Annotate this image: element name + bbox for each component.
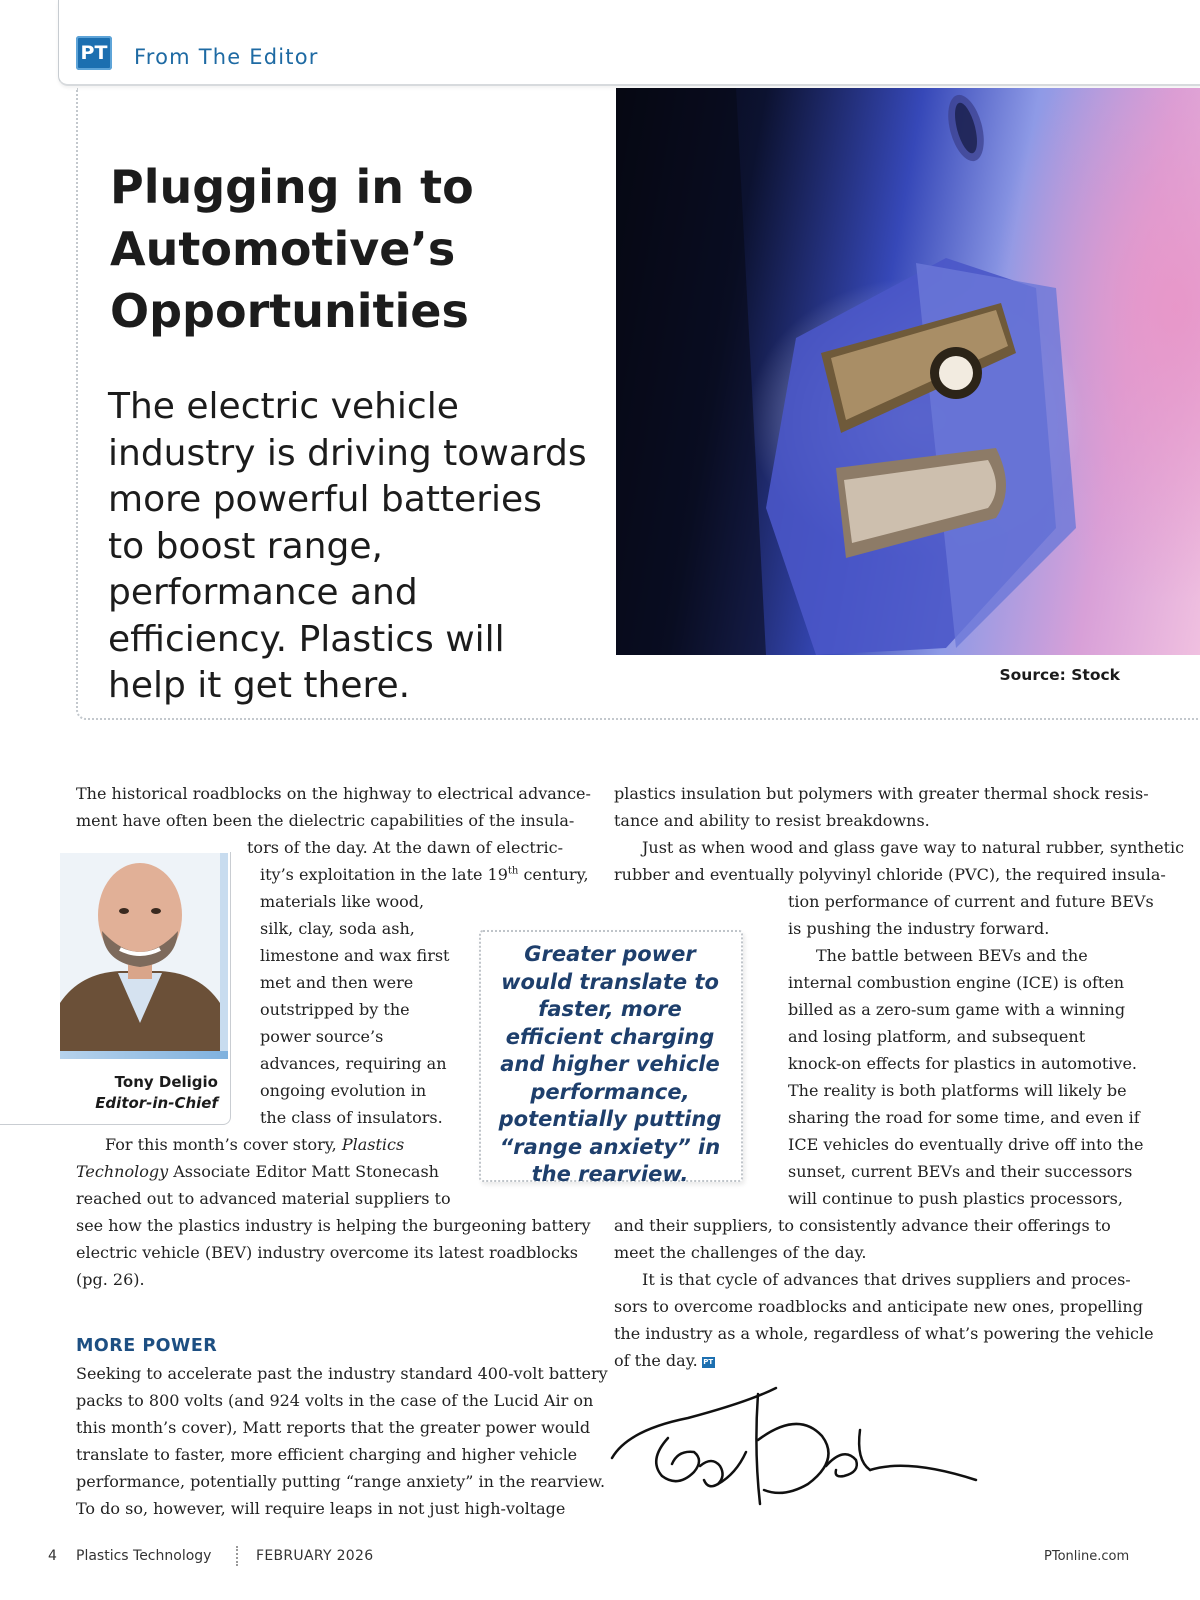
pullquote-text: Greater power would translate to faster, more efficient charging and higher vehicle performance, potentially putting “range anxiety” in the rearview. — [498, 942, 722, 1186]
body-line — [260, 861, 589, 889]
page-number: 4 — [48, 1548, 57, 1564]
body-line: the industry as a whole, regardless of what’s powering the vehicle — [614, 1324, 1154, 1343]
text-span: Associate Editor Matt Stonecash — [168, 1162, 439, 1181]
body-line: It is that cycle of advances that drives suppliers and proces- — [642, 1270, 1131, 1289]
body-line: plastics insulation but polymers with greater thermal shock resis- — [614, 784, 1149, 803]
body-line: internal combustion engine (ICE) is often — [788, 973, 1125, 992]
body-line: ment have often been the dielectric capabilities of the insula- — [76, 811, 575, 830]
body-line: is pushing the industry forward. — [788, 919, 1050, 938]
body-line — [76, 1158, 439, 1186]
body-line: reached out to advanced material suppliers to — [76, 1189, 451, 1208]
body-line: Seeking to accelerate past the industry standard 400-volt battery — [76, 1364, 608, 1383]
body-line: sunset, current BEVs and their successors — [788, 1162, 1133, 1181]
body-line: limestone and wax first — [260, 946, 450, 965]
body-line: packs to 800 volts (and 924 volts in the case of the Lucid Air on — [76, 1391, 594, 1410]
body-line: outstripped by the — [260, 1000, 410, 1019]
body-line: knock-on effects for plastics in automotive. — [788, 1054, 1137, 1073]
body-line: the class of insulators. — [260, 1108, 443, 1127]
body-line: this month’s cover), Matt reports that the greater power would — [76, 1418, 591, 1437]
issue-date: FEBRUARY 2026 — [256, 1548, 374, 1564]
italic-span: Plastics — [341, 1135, 405, 1154]
body-line: The reality is both platforms will likely be — [788, 1081, 1127, 1100]
body-line: ICE vehicles do eventually drive off into the — [788, 1135, 1144, 1154]
body-line: tors of the day. At the dawn of electric- — [247, 838, 563, 857]
publication-name: Plastics Technology — [76, 1548, 212, 1564]
body-line: silk, clay, soda ash, — [260, 919, 415, 938]
body-line: tion performance of current and future BEVs — [788, 892, 1154, 911]
body-line: and their suppliers, to consistently advance their offerings to — [614, 1216, 1111, 1235]
author-accent-line — [60, 1051, 228, 1059]
body-line: see how the plastics industry is helping the burgeoning battery — [76, 1216, 591, 1235]
body-line — [614, 1347, 715, 1375]
body-line: Just as when wood and glass gave way to natural rubber, synthetic — [642, 838, 1185, 857]
header-bar — [58, 0, 1200, 86]
signature — [608, 1380, 978, 1530]
end-mark-icon: PT — [703, 1358, 714, 1366]
body-line: sharing the road for some time, and even if — [788, 1108, 1140, 1127]
body-line: sors to overcome roadblocks and anticipate new ones, propelling — [614, 1297, 1143, 1316]
body-line: performance, potentially putting “range anxiety” in the rearview. — [76, 1472, 606, 1491]
body-line: meet the challenges of the day. — [614, 1243, 867, 1262]
body-line: tance and ability to resist breakdowns. — [614, 811, 930, 830]
author-name: Tony Deligio — [114, 1073, 218, 1091]
text-span: ity’s exploitation in the late 19 — [260, 865, 508, 884]
body-line: translate to faster, more efficient charging and higher vehicle — [76, 1445, 578, 1464]
author-role: Editor-in-Chief — [95, 1094, 218, 1112]
pt-logo: PT — [76, 36, 112, 70]
body-line: advances, requiring an — [260, 1054, 447, 1073]
dek: The electric vehicle industry is driving towards more powerful batteries to boost range, performance and efficiency. Plastics will help it get there. — [108, 386, 587, 706]
author-photo — [60, 853, 228, 1053]
text-span: century, — [518, 865, 589, 884]
body-line: (pg. 26). — [76, 1270, 145, 1289]
body-line: will continue to push plastics processors, — [788, 1189, 1123, 1208]
body-line: The battle between BEVs and the — [816, 946, 1088, 965]
subhead: MORE POWER — [76, 1336, 218, 1356]
body-line: The historical roadblocks on the highway to electrical advance- — [76, 784, 591, 803]
body-line: and losing platform, and subsequent — [788, 1027, 1086, 1046]
body-line: met and then were — [260, 973, 414, 992]
footer-divider — [236, 1546, 238, 1566]
body-line: electric vehicle (BEV) industry overcome its latest roadblocks — [76, 1243, 578, 1262]
plug-photo — [616, 88, 1200, 655]
body-line — [105, 1131, 404, 1159]
headline: Plugging in to Automotive’s Opportunities — [110, 160, 474, 338]
body-line: rubber and eventually polyvinyl chloride (PVC), the required insula- — [614, 865, 1166, 884]
italic-span: Technology — [76, 1162, 169, 1181]
section-label: From The Editor — [134, 45, 319, 69]
body-line: power source’s — [260, 1027, 384, 1046]
body-line: billed as a zero-sum game with a winning — [788, 1000, 1126, 1019]
body-line: ongoing evolution in — [260, 1081, 427, 1100]
image-caption: Source: Stock — [999, 666, 1120, 684]
text-span: For this month’s cover story, — [105, 1135, 342, 1154]
text-span: of the day. — [614, 1351, 698, 1370]
website: PTonline.com — [1044, 1549, 1130, 1564]
body-line: To do so, however, will require leaps in not just high-voltage — [76, 1499, 566, 1518]
body-line: materials like wood, — [260, 892, 425, 911]
superscript: th — [507, 865, 519, 877]
